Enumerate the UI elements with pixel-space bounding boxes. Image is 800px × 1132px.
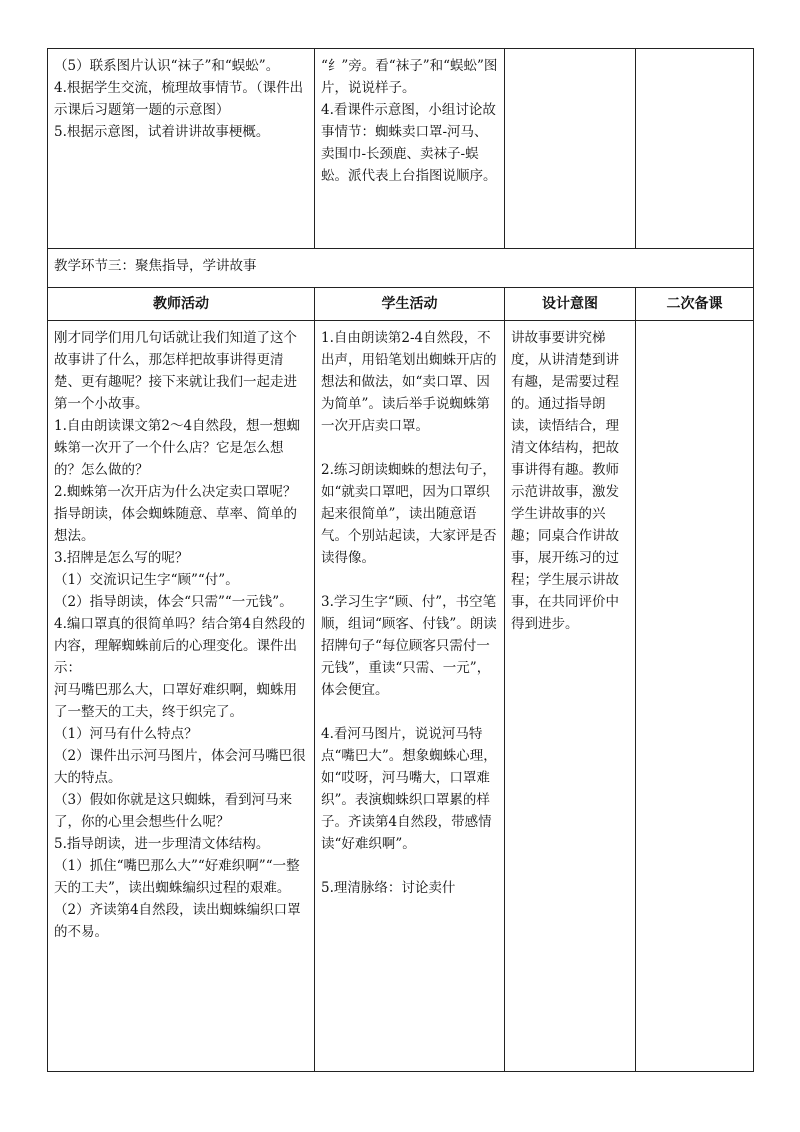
paragraph: （1）河马有什么特点？: [54, 726, 198, 742]
paragraph: （3）假如你就是这只蜘蛛，看到河马来了，你的心里会想些什么呢？: [54, 792, 293, 830]
paragraph: 3.学习生字“顾、付”，书空笔顺，组词“顾客、付钱”。朗读招牌句子“每位顾客只需付一元钱”，重读“只需、一元”，体会便宜。: [321, 594, 497, 698]
design-intent: 讲故事要讲究梯度，从讲清楚到讲有趣，是需要过程的。通过指导朗读，读悟结合，理清文体结构，把故事讲得有趣。教师示范讲故事，激发学生讲故事的兴趣；同桌合作讲故事，展开练习的过程；学生展示讲故事，在共同评价中得到进步。: [505, 321, 636, 1072]
paragraph: 4.根据学生交流，梳理故事情节。（课件出示课后习题第一题的示意图）: [54, 80, 304, 118]
paragraph: （2）指导朗读，体会“只需”“一元钱”。: [54, 594, 293, 610]
header-teacher-activity: 教师活动: [48, 288, 315, 321]
paragraph: （1）抓住“嘴巴那么大”“好难织啊”“一整天的工夫”，读出蜘蛛编织过程的艰难。: [54, 858, 300, 896]
header-second-prep: 二次备课: [636, 288, 754, 321]
header-row: [48, 288, 754, 321]
second-prep-continued: [636, 49, 754, 249]
paragraph: 1.自由朗读课文第2～4自然段，想一想蜘蛛第一次开了一个什么店？它是怎么想的？怎么做的？: [54, 418, 301, 478]
section-title: 教学环节三：聚焦指导，学讲故事: [48, 249, 754, 288]
paragraph: 4.编口罩真的很简单吗？结合第4自然段的内容，理解蜘蛛前后的心理变化。课件出示：: [54, 616, 305, 676]
teacher-activity-continued: [48, 49, 315, 249]
design-intent-continued: [505, 49, 636, 249]
paragraph: 3.招牌是怎么写的呢？: [54, 550, 189, 566]
second-prep: [636, 321, 754, 1072]
main-row: [48, 321, 754, 1072]
lesson-plan-table: [47, 48, 754, 1072]
continued-row: [48, 49, 754, 249]
paragraph: 河马嘴巴那么大，口罩好难织啊，蜘蛛用了一整天的工夫，终于织完了。: [54, 682, 297, 720]
paragraph: （2）齐读第4自然段，读出蜘蛛编织口罩的不易。: [54, 902, 301, 940]
paragraph: 4.看课件示意图，小组讨论故事情节：蜘蛛卖口罩-河马、卖围巾-长颈鹿、卖袜子-蜈蚣。派代表上台指图说顺序。: [321, 102, 497, 184]
paragraph: 5.根据示意图，试着讲讲故事梗概。: [54, 124, 270, 140]
paragraph: 刚才同学们用几句话就让我们知道了这个故事讲了什么，那怎样把故事讲得更清楚、更有趣呢？接下来就让我们一起走进第一个小故事。: [54, 330, 297, 412]
teacher-activity: [48, 321, 315, 1072]
paragraph: 4.看河马图片，说说河马特点“嘴巴大”。想象蜘蛛心理，如“哎呀，河马嘴大，口罩难织”。表演蜘蛛织口罩累的样子。齐读第4自然段，带感情读“好难织啊”。: [321, 726, 497, 852]
header-design-intent: 设计意图: [505, 288, 636, 321]
paragraph: （2）课件出示河马图片，体会河马嘴巴很大的特点。: [54, 748, 306, 786]
paragraph: 1.自由朗读第2-4自然段，不出声，用铅笔划出蜘蛛开店的想法和做法，如“卖口罩、因为简单”。读后举手说蜘蛛第一次开店卖口罩。: [321, 330, 497, 434]
paragraph: 2.蜘蛛第一次开店为什么决定卖口罩呢？指导朗读，体会蜘蛛随意、草率、简单的想法。: [54, 484, 297, 544]
section-row: [48, 249, 754, 288]
paragraph: 2.练习朗读蜘蛛的想法句子，如“就卖口罩吧，因为口罩织起来很简单”，读出随意语气。个别站起读，大家评是否读得像。: [321, 462, 497, 566]
paragraph: 5.理清脉络：讨论卖什: [321, 880, 456, 896]
student-activity-continued: [315, 49, 505, 249]
student-activity: [315, 321, 505, 1072]
paragraph: 5.指导朗读，进一步理清文体结构。: [54, 836, 270, 852]
paragraph: （1）交流识记生字“顾”“付”。: [54, 572, 239, 588]
header-student-activity: 学生活动: [315, 288, 505, 321]
paragraph: “纟”旁。看“袜子”和“蜈蚣”图片，说说样子。: [321, 58, 498, 96]
paragraph: （5）联系图片认识“袜子”和“蜈蚣”。: [54, 58, 280, 74]
